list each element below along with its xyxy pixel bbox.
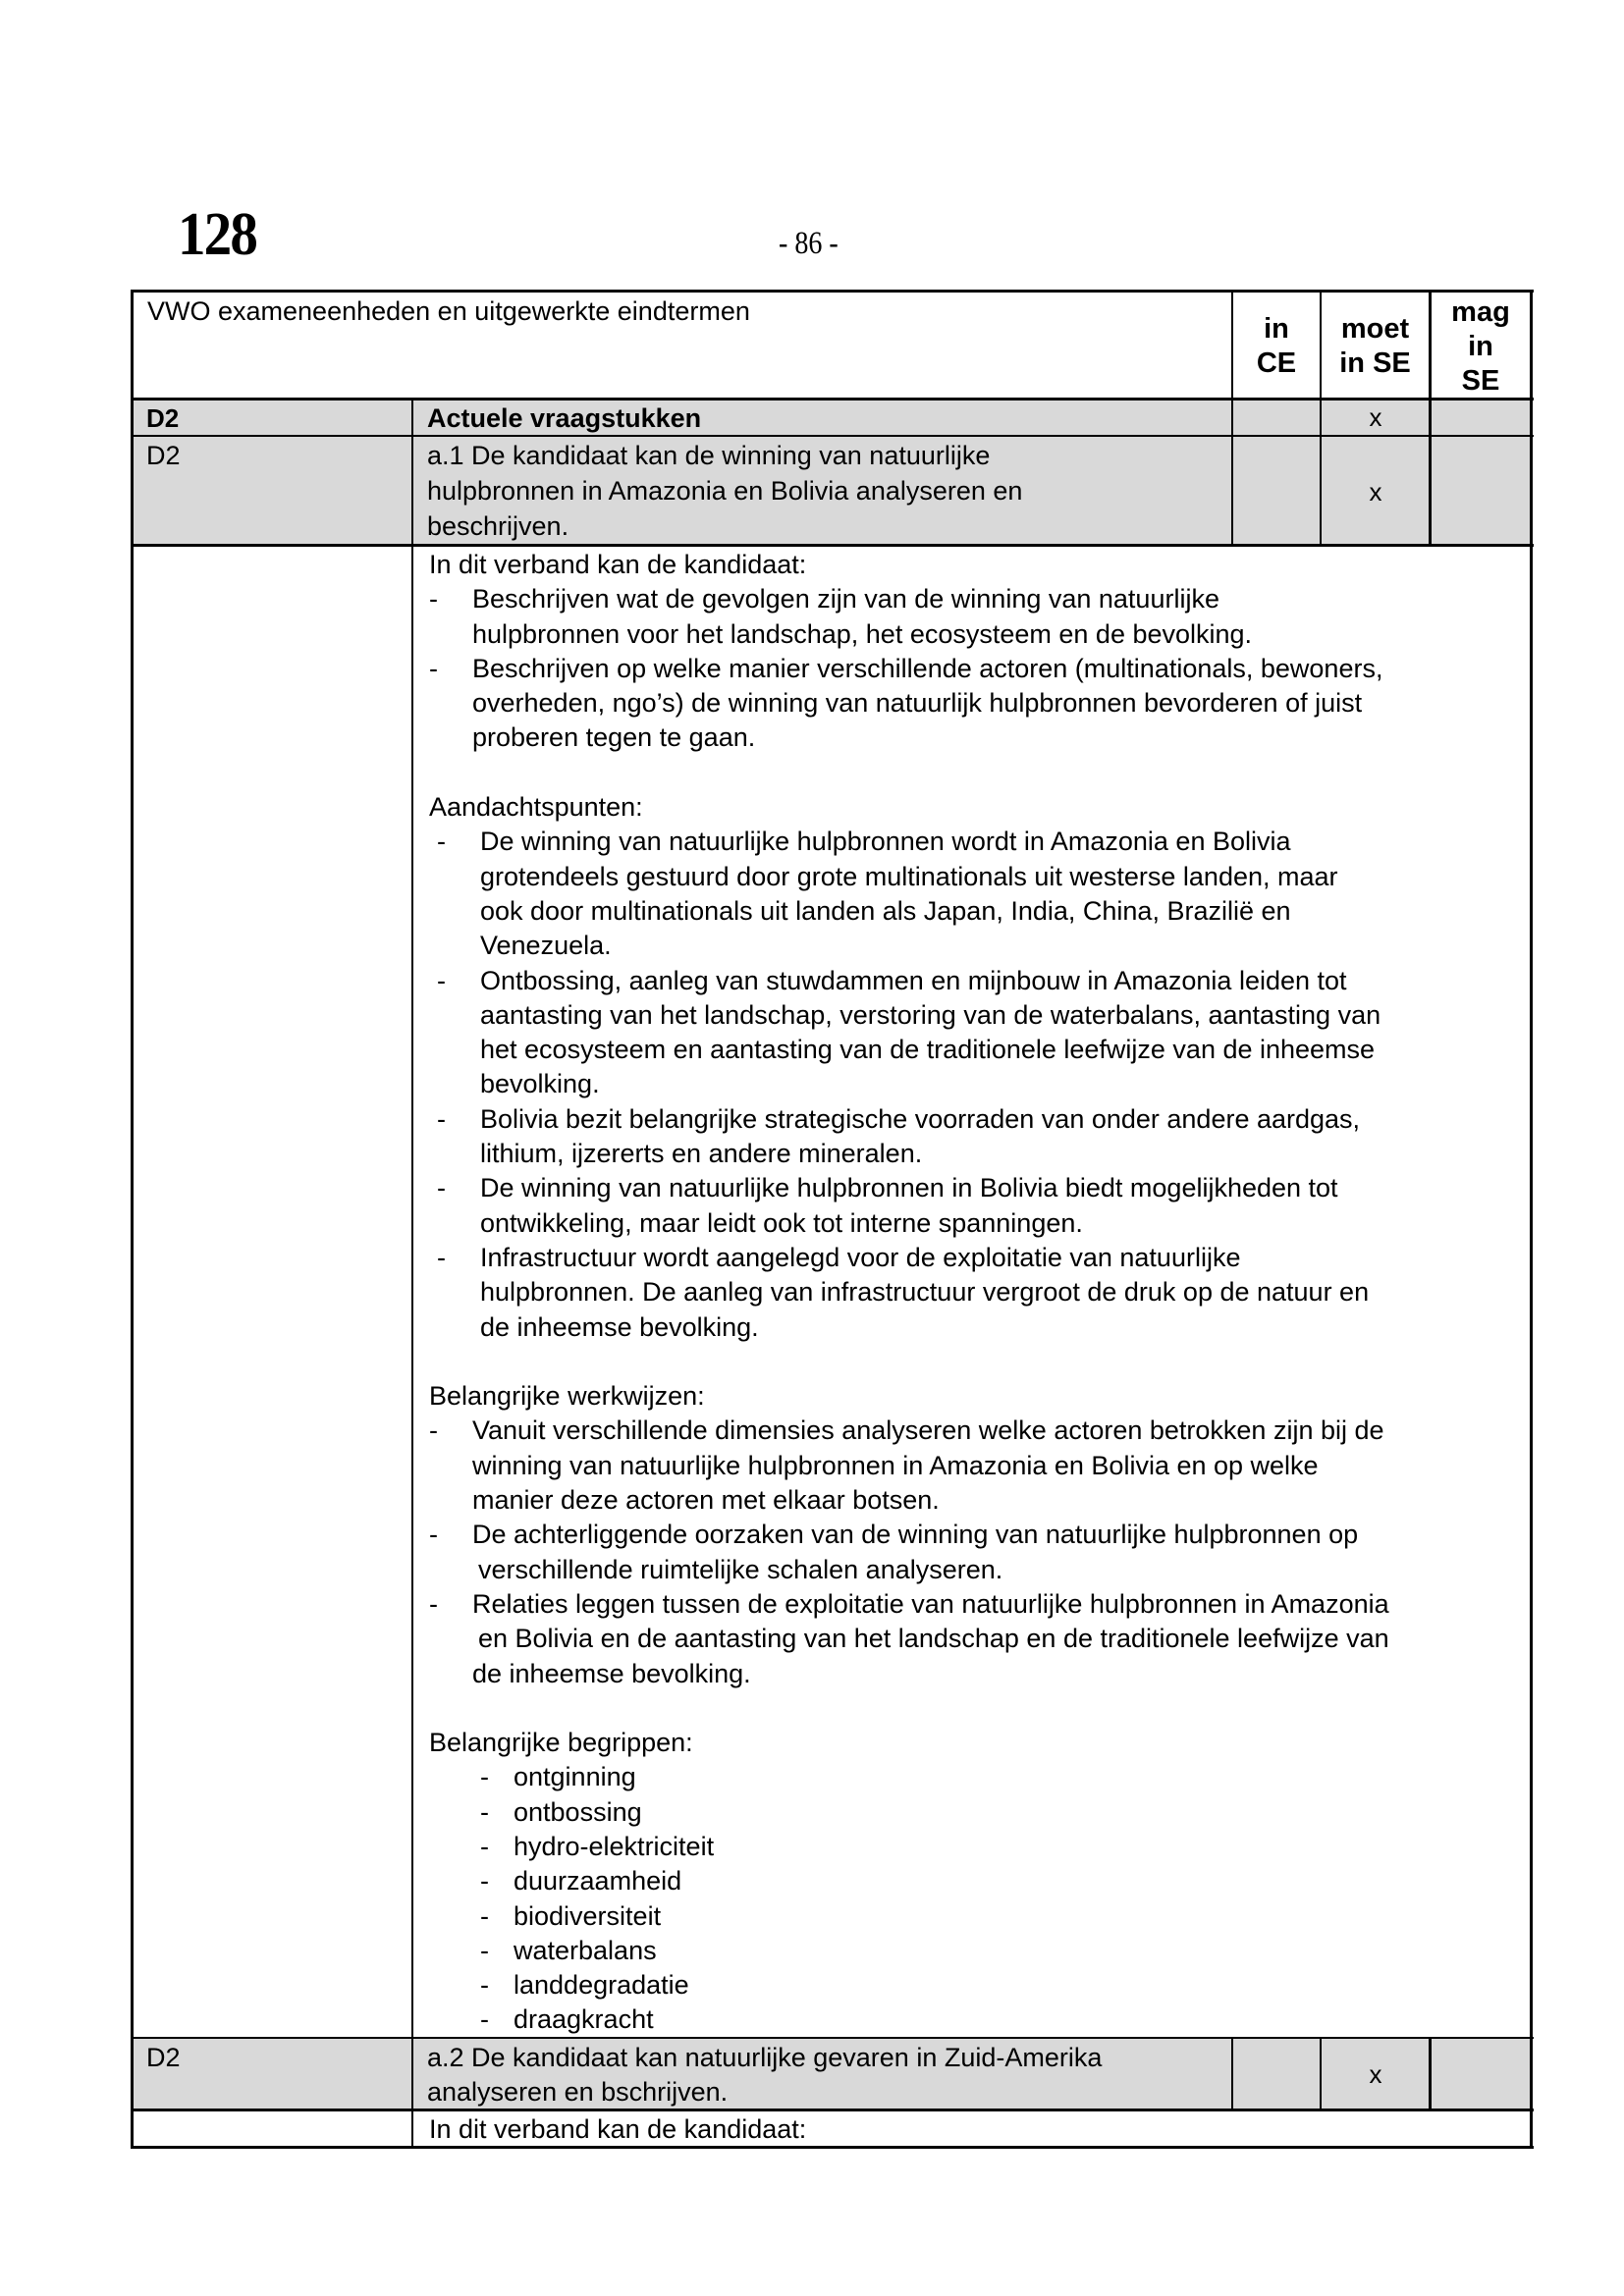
ability-text: Beschrijven wat de gevolgen zijn van de winning van natuurlijke — [472, 584, 1219, 614]
row-code: D2 — [146, 2043, 181, 2072]
werkwijze-item-cont — [429, 1449, 1519, 1483]
werkwijze-text: de inheemse bevolking. — [472, 1658, 751, 1688]
werkwijzen-label — [429, 1379, 1519, 1414]
aandachtspunt-text: bevolking. — [480, 1069, 600, 1099]
begrip-text: landdegradatie — [514, 1970, 689, 2001]
werkwijze-item — [429, 1587, 1519, 1622]
row-title: Actuele vraagstukken — [427, 403, 702, 433]
header-col-moet-line: moet — [1340, 313, 1410, 345]
row-code: D2 — [146, 403, 180, 433]
header-bottom-border — [132, 398, 1534, 400]
row-description-line: beschrijven. — [427, 511, 569, 541]
aandachtspunt-item-cont — [429, 1033, 1519, 1067]
header-col-in-ce-line: in — [1264, 313, 1289, 345]
row-description-line: hulpbronnen in Amazonia en Bolivia analyseren en — [427, 476, 1023, 506]
aandachtspunt-text: De winning van natuurlijke hulpbronnen wordt in Amazonia en Bolivia — [480, 827, 1291, 857]
begrippen-label — [429, 1726, 1519, 1760]
row-code: D2 — [146, 441, 181, 470]
table-top-border — [132, 290, 1534, 293]
moet-in-se-mark: x — [1369, 477, 1382, 507]
begrip-text: ontginning — [514, 1762, 636, 1792]
ce-column-divider — [1231, 2038, 1233, 2110]
aandachtspunt-item — [429, 825, 1519, 859]
bullet-dash: - — [437, 1103, 446, 1134]
begrip-text: duurzaamheid — [514, 1866, 682, 1896]
blank-line — [429, 756, 1519, 790]
bullet-dash: - — [437, 965, 446, 995]
aandachtspunt-text: ook door multinationals uit landen als Japan, India, China, Brazilië en — [480, 895, 1291, 926]
begrip-text: draagkracht — [514, 2004, 654, 2035]
aandachtspunt-item-cont — [429, 929, 1519, 963]
section-label: Belangrijke werkwijzen: — [429, 1381, 705, 1412]
bullet-dash: - — [429, 653, 438, 683]
a2-detail-intro: In dit verband kan de kandidaat: — [429, 2114, 807, 2144]
begrip-text: biodiversiteit — [514, 1900, 662, 1931]
code-column-divider — [411, 399, 413, 2149]
bullet-dash: - — [429, 1588, 438, 1619]
begrip-text: ontbossing — [514, 1796, 642, 1827]
ability-item-cont — [429, 686, 1519, 721]
aandachtspunt-text: hulpbronnen. De aanleg van infrastructuur vergroot de druk op de natuur en — [480, 1277, 1370, 1308]
aandachtspunt-item — [429, 1102, 1519, 1137]
table-right-border — [1530, 290, 1533, 2149]
werkwijze-text: Relaties leggen tussen de exploitatie van natuurlijke hulpbronnen in Amazonia — [472, 1588, 1389, 1619]
row-divider — [132, 2109, 1534, 2111]
row-description-line: a.1 De kandidaat kan de winning van natuurlijke — [427, 441, 991, 470]
row-description-line: analyseren en bschrijven. — [427, 2077, 729, 2107]
section-label: Belangrijke begrippen: — [429, 1728, 693, 1758]
section-label: Aandachtspunten: — [429, 792, 643, 823]
werkwijze-item — [429, 1518, 1519, 1552]
bullet-dash: - — [480, 1970, 489, 2001]
detail-intro-text: In dit verband kan de kandidaat: — [429, 550, 807, 579]
werkwijze-text: De achterliggende oorzaken van de winning van natuurlijke hulpbronnen op — [472, 1520, 1359, 1550]
aandachtspunten-label — [429, 790, 1519, 825]
aandachtspunt-text: De winning van natuurlijke hulpbronnen in Bolivia biedt mogelijkheden tot — [480, 1173, 1338, 1203]
werkwijze-item-cont — [429, 1483, 1519, 1518]
table-left-border — [131, 290, 134, 2149]
werkwijze-text: verschillende ruimtelijke schalen analyseren. — [478, 1554, 1003, 1584]
aandachtspunt-item-cont — [429, 1137, 1519, 1171]
werkwijze-text: manier deze actoren met elkaar botsen. — [472, 1485, 940, 1516]
begrip-item — [429, 1795, 1519, 1830]
ability-item — [429, 652, 1519, 686]
ability-text: proberen tegen te gaan. — [472, 722, 756, 753]
header-col-mag-line: SE — [1461, 365, 1500, 397]
ability-item — [429, 582, 1519, 616]
bullet-dash: - — [429, 584, 438, 614]
aandachtspunt-text: lithium, ijzererts en andere mineralen. — [480, 1139, 923, 1169]
aandachtspunt-item-cont — [429, 1206, 1519, 1241]
aandachtspunt-text: Infrastructuur wordt aangelegd voor de exploitatie van natuurlijke — [480, 1242, 1241, 1272]
ability-text: Beschrijven op welke manier verschillende actoren (multinationals, bewoners, — [472, 653, 1383, 683]
werkwijze-text: Vanuit verschillende dimensies analyseren welke actoren betrokken zijn bij de — [472, 1415, 1384, 1446]
bullet-dash: - — [480, 1762, 489, 1792]
header-col-mag-line: in — [1468, 331, 1493, 362]
aandachtspunt-item-cont — [429, 1275, 1519, 1309]
begrip-text: waterbalans — [514, 1935, 657, 1965]
aandachtspunt-item — [429, 964, 1519, 998]
werkwijze-item-cont — [429, 1553, 1519, 1587]
bullet-dash: - — [437, 827, 446, 857]
detail-intro — [429, 548, 1519, 582]
aandachtspunt-text: aantasting van het landschap, verstoring van de waterbalans, aantasting van — [480, 999, 1381, 1030]
bullet-dash: - — [480, 1900, 489, 1931]
bullet-dash: - — [480, 1935, 489, 1965]
row-description-line: a.2 De kandidaat kan natuurlijke gevaren in Zuid-Amerika — [427, 2043, 1103, 2072]
aandachtspunt-text: Venezuela. — [480, 931, 612, 961]
werkwijze-item-cont — [429, 1657, 1519, 1691]
header-col-mag-line: mag — [1451, 296, 1510, 328]
aandachtspunt-text: de inheemse bevolking. — [480, 1311, 759, 1342]
moet-in-se-mark: x — [1369, 2059, 1382, 2089]
werkwijze-text: en Bolivia en de aantasting van het landschap en de traditionele leefwijze van — [478, 1624, 1389, 1654]
aandachtspunt-text: grotendeels gestuurd door grote multinationals uit westerse landen, maar — [480, 861, 1338, 891]
row-divider — [132, 435, 1534, 437]
begrip-item — [429, 1864, 1519, 1898]
a1-detail — [429, 548, 1519, 2038]
begrip-item — [429, 1760, 1519, 1794]
werkwijze-text: winning van natuurlijke hulpbronnen in Amazonia en Bolivia en op welke — [472, 1450, 1319, 1480]
aandachtspunt-item — [429, 1171, 1519, 1205]
aandachtspunt-item-cont — [429, 1310, 1519, 1345]
table-header-title: VWO exameneenheden en uitgewerkte eindtermen — [147, 296, 750, 326]
header-col-in-ce — [1233, 312, 1320, 381]
bullet-dash: - — [480, 1866, 489, 1896]
bullet-dash: - — [480, 1796, 489, 1827]
aandachtspunt-text: Ontbossing, aanleg van stuwdammen en mijnbouw in Amazonia leiden tot — [480, 965, 1347, 995]
werkwijze-item — [429, 1414, 1519, 1448]
aandachtspunt-item-cont — [429, 860, 1519, 894]
header-col-moet-in-se — [1322, 312, 1429, 381]
blank-line — [429, 1691, 1519, 1726]
ability-text: hulpbronnen voor het landschap, het ecosysteem en de bevolking. — [472, 618, 1253, 649]
header-col-in-ce-line: CE — [1256, 347, 1297, 379]
aandachtspunt-text: Bolivia bezit belangrijke strategische voorraden van onder andere aardgas, — [480, 1103, 1361, 1134]
aandachtspunt-item-cont — [429, 894, 1519, 929]
begrip-item — [429, 1968, 1519, 2002]
row-divider — [132, 544, 1534, 547]
moet-in-se-mark: x — [1369, 402, 1382, 432]
table-bottom-border — [132, 2146, 1534, 2149]
bullet-dash: - — [437, 1173, 446, 1203]
ability-item-cont — [429, 617, 1519, 652]
aandachtspunt-text: ontwikkeling, maar leidt ook tot interne spanningen. — [480, 1207, 1083, 1238]
header-col-mag-in-se — [1432, 295, 1530, 399]
begrip-text: hydro-elektriciteit — [514, 1831, 715, 1861]
ability-item-cont — [429, 721, 1519, 755]
center-page-number: - 86 - — [779, 226, 839, 261]
bullet-dash: - — [429, 1520, 438, 1550]
begrip-item — [429, 1934, 1519, 1968]
begrip-item — [429, 2002, 1519, 2037]
begrip-item — [429, 1830, 1519, 1864]
bullet-dash: - — [437, 1242, 446, 1272]
aandachtspunt-item-cont — [429, 1067, 1519, 1101]
bullet-dash: - — [480, 2004, 489, 2035]
aandachtspunt-item-cont — [429, 998, 1519, 1033]
header-col-moet-line: in SE — [1339, 347, 1411, 379]
begrip-item — [429, 1899, 1519, 1934]
blank-line — [429, 1345, 1519, 1379]
page-number: 128 — [178, 201, 257, 268]
werkwijze-item-cont — [429, 1622, 1519, 1656]
bullet-dash: - — [480, 1831, 489, 1861]
aandachtspunt-text: het ecosysteem en aantasting van de traditionele leefwijze van de inheemse — [480, 1035, 1376, 1065]
bullet-dash: - — [429, 1415, 438, 1446]
ability-text: overheden, ngo’s) de winning van natuurlijk hulpbronnen bevorderen of juist — [472, 688, 1363, 719]
aandachtspunt-item — [429, 1241, 1519, 1275]
